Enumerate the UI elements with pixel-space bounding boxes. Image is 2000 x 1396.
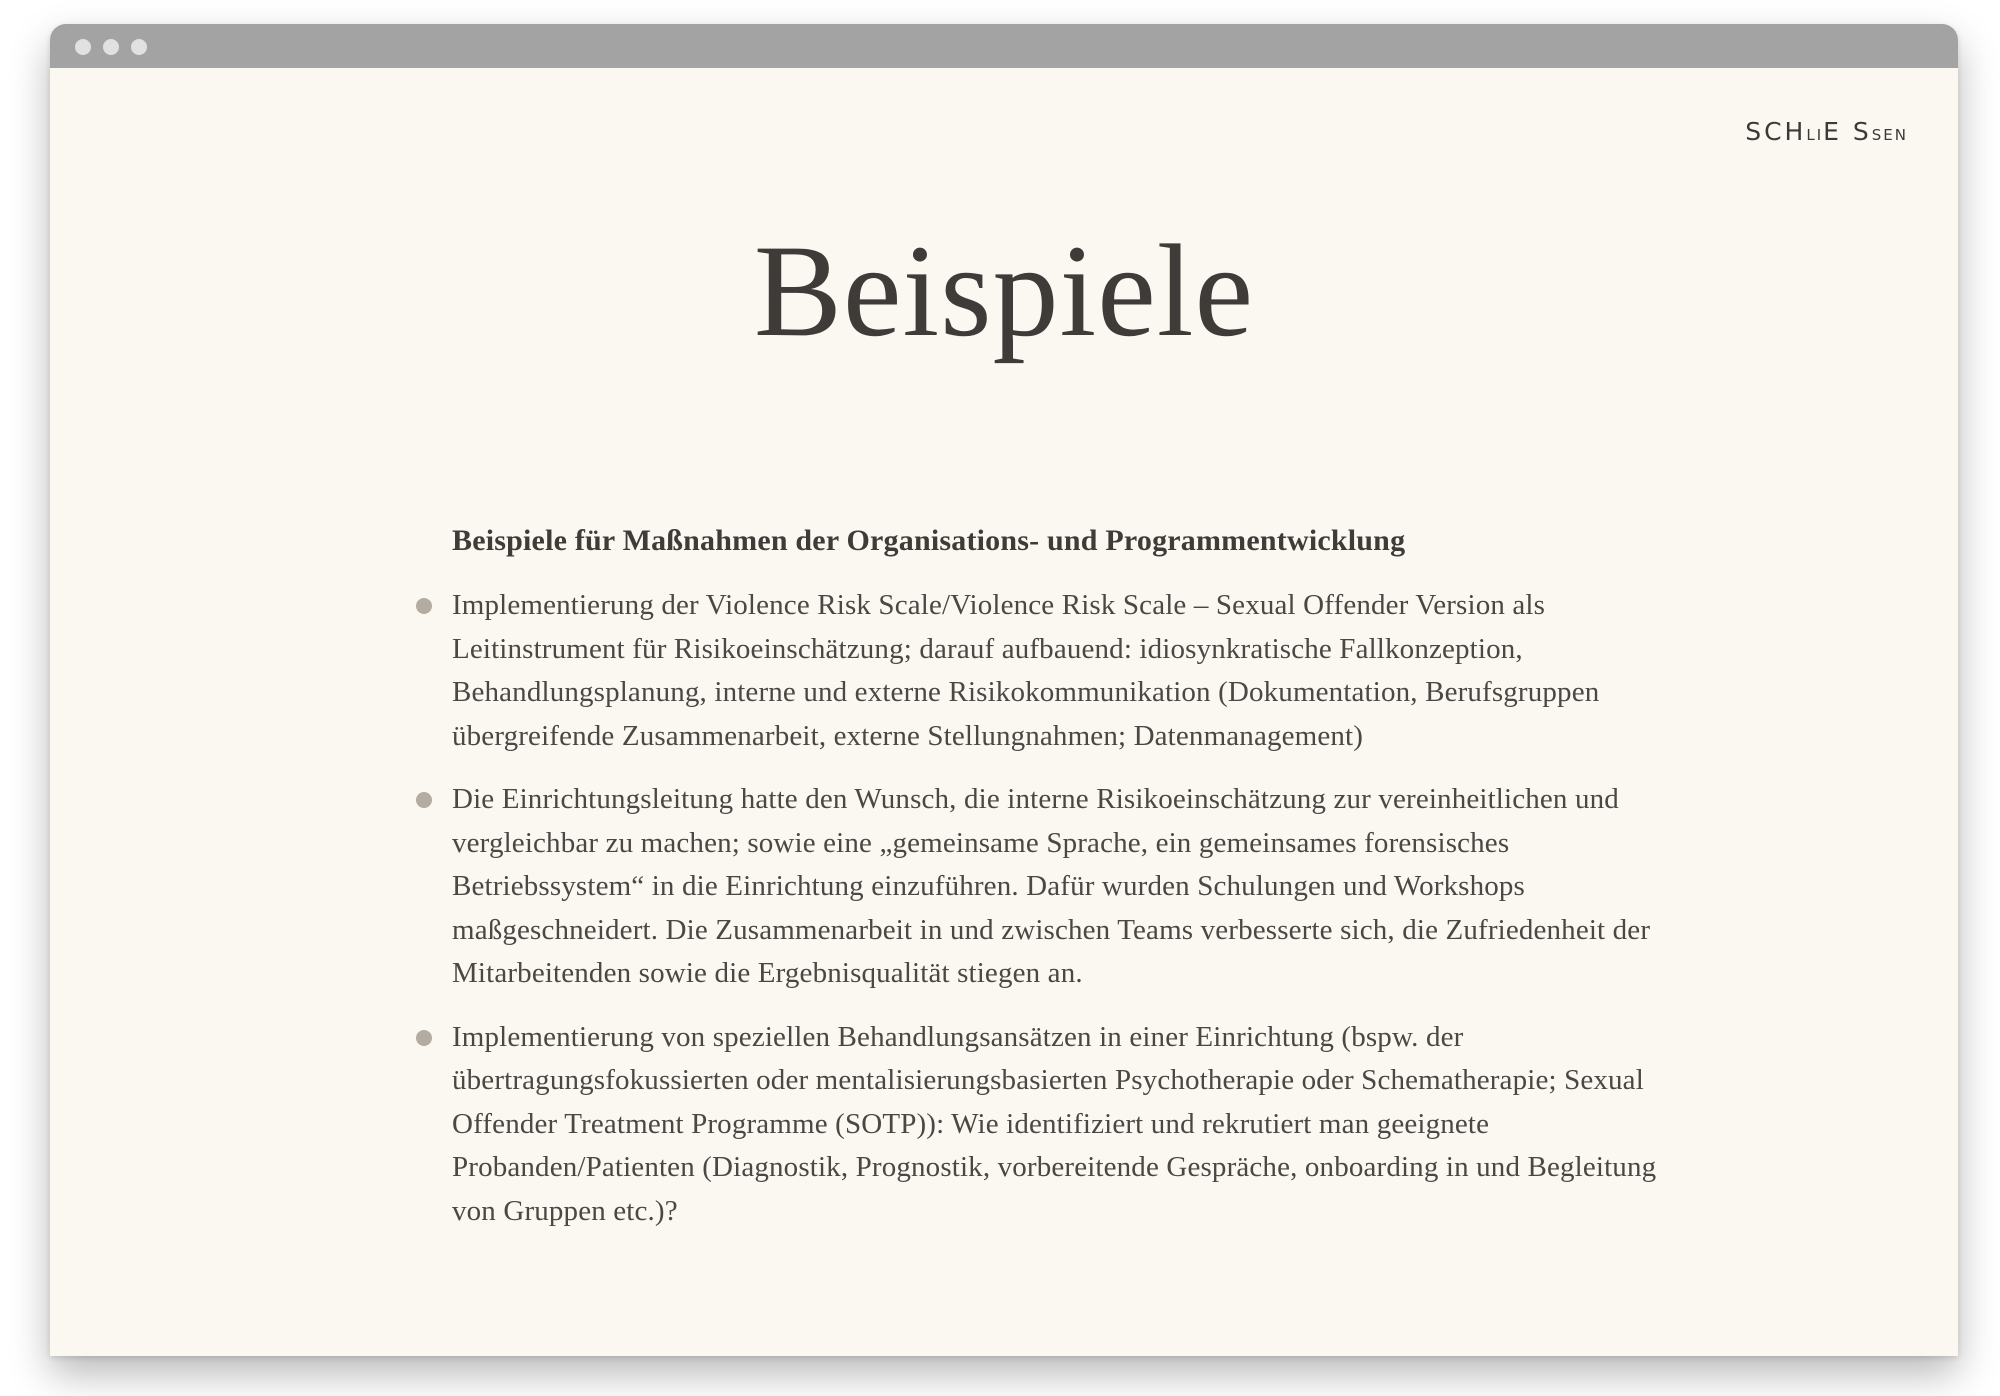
examples-list	[452, 584, 1662, 1233]
list-item	[452, 778, 1662, 996]
logo-part: E S	[1823, 117, 1872, 146]
bullet-icon	[416, 1030, 432, 1046]
list-item-text: Implementierung der Violence Risk Scale/Violence Risk Scale – Sexual Offender Version als Leitinstrument für Risikoeinschätzung; darauf aufbauend: idiosynkratische Fallkonzeption, Behandlungsplanung, interne und externe Risikokommunikation (Dokumentation, Berufsgruppen übergreifende Zusammenarbeit, externe Stellungnahmen; Datenmanagement)	[452, 589, 1600, 752]
bullet-icon	[416, 792, 432, 808]
brand-logo[interactable]	[1745, 119, 1908, 144]
window-maximize-dot[interactable]	[131, 39, 147, 55]
bullet-icon	[416, 598, 432, 614]
browser-window	[50, 24, 1958, 1356]
window-minimize-dot[interactable]	[103, 39, 119, 55]
main-content	[452, 524, 1662, 1253]
logo-part: LI	[1806, 126, 1824, 144]
window-close-dot[interactable]	[75, 39, 91, 55]
list-item-text: Implementierung von speziellen Behandlungsansätzen in einer Einrichtung (bspw. der übertragungsfokussierten oder mentalisierungsbasierten Psychotherapie oder Schematherapie; Sexual Offender Treatment Programme (SOTP)): Wie identifiziert und rekrutiert man geeignete Probanden/Patienten (Diagnostik, Prognostik, vorbereitende Gespräche, onboarding in und Begleitung von Gruppen etc.)?	[452, 1020, 1657, 1227]
section-subtitle: Beispiele für Maßnahmen der Organisations- und Programmentwicklung	[452, 524, 1406, 557]
logo-part: SCH	[1745, 117, 1807, 146]
list-item-text: Die Einrichtungsleitung hatte den Wunsch, die interne Risikoeinschätzung zur vereinheitlichen und vergleichbar zu machen; sowie eine „gemeinsame Sprache, ein gemeinsames forensisches Betriebssystem“ in die Einrichtung einzuführen. Dafür wurden Schulungen und Workshops maßgeschneidert. Die Zusammenarbeit in und zwischen Teams verbesserte sich, die Zufriedenheit der Mitarbeitenden sowie die Ergebnisqualität stiegen an.	[452, 783, 1651, 989]
list-item	[452, 1016, 1662, 1234]
logo-part: SEN	[1871, 126, 1908, 144]
page-title: Beispiele	[753, 217, 1255, 364]
list-item	[452, 584, 1662, 758]
window-titlebar	[50, 24, 1958, 68]
